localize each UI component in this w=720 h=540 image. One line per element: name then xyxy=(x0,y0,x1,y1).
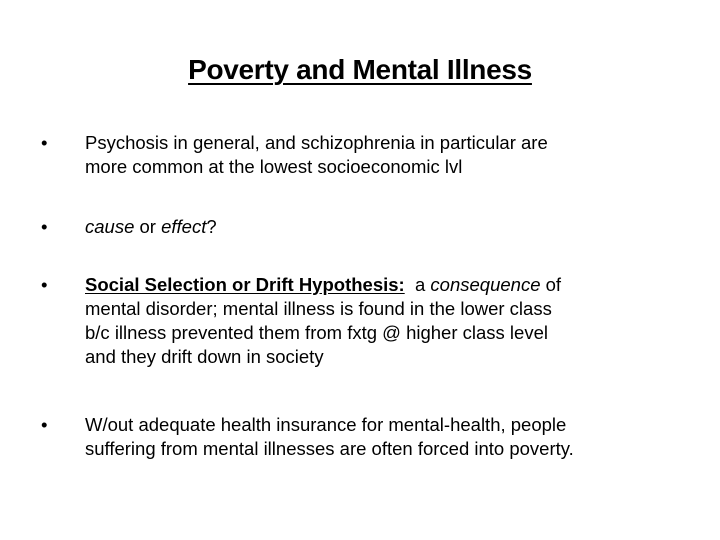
bullet-text xyxy=(85,413,685,461)
bullet-text xyxy=(85,131,685,179)
slide-title: Poverty and Mental Illness xyxy=(188,54,532,85)
bullet-text-line xyxy=(85,273,685,297)
bullet-dot: • xyxy=(41,132,48,153)
bullet-text-line: and they drift down in society xyxy=(85,346,324,367)
cause-word: cause xyxy=(85,216,135,237)
bullet-text-line: Psychosis in general, and schizophrenia in particular are xyxy=(85,132,548,153)
bullet-dot: • xyxy=(41,216,48,237)
consequence-word: consequence xyxy=(430,274,541,295)
bullet-text-line: more common at the lowest socioeconomic lvl xyxy=(85,156,463,177)
bullet-text-line: b/c illness prevented them from fxtg @ higher class level xyxy=(85,322,548,343)
question-mark: ? xyxy=(206,216,217,237)
effect-word: effect xyxy=(161,216,207,237)
bullet-text xyxy=(85,215,685,239)
of-word: of xyxy=(540,274,562,295)
bullet-text-line: mental disorder; mental illness is found in the lower class xyxy=(85,298,552,319)
after-heading-text: a xyxy=(404,274,431,295)
or-word: or xyxy=(134,216,162,237)
bullet-text-line xyxy=(85,215,685,239)
bullet-text xyxy=(85,273,685,369)
bullet-text-line: W/out adequate health insurance for mental-health, people xyxy=(85,414,567,435)
bullet-dot: • xyxy=(41,274,48,295)
bullet-dot: • xyxy=(41,414,48,435)
bullet-text-line: suffering from mental illnesses are often forced into poverty. xyxy=(85,438,574,459)
hypothesis-heading: Social Selection or Drift Hypothesis: xyxy=(85,274,405,295)
